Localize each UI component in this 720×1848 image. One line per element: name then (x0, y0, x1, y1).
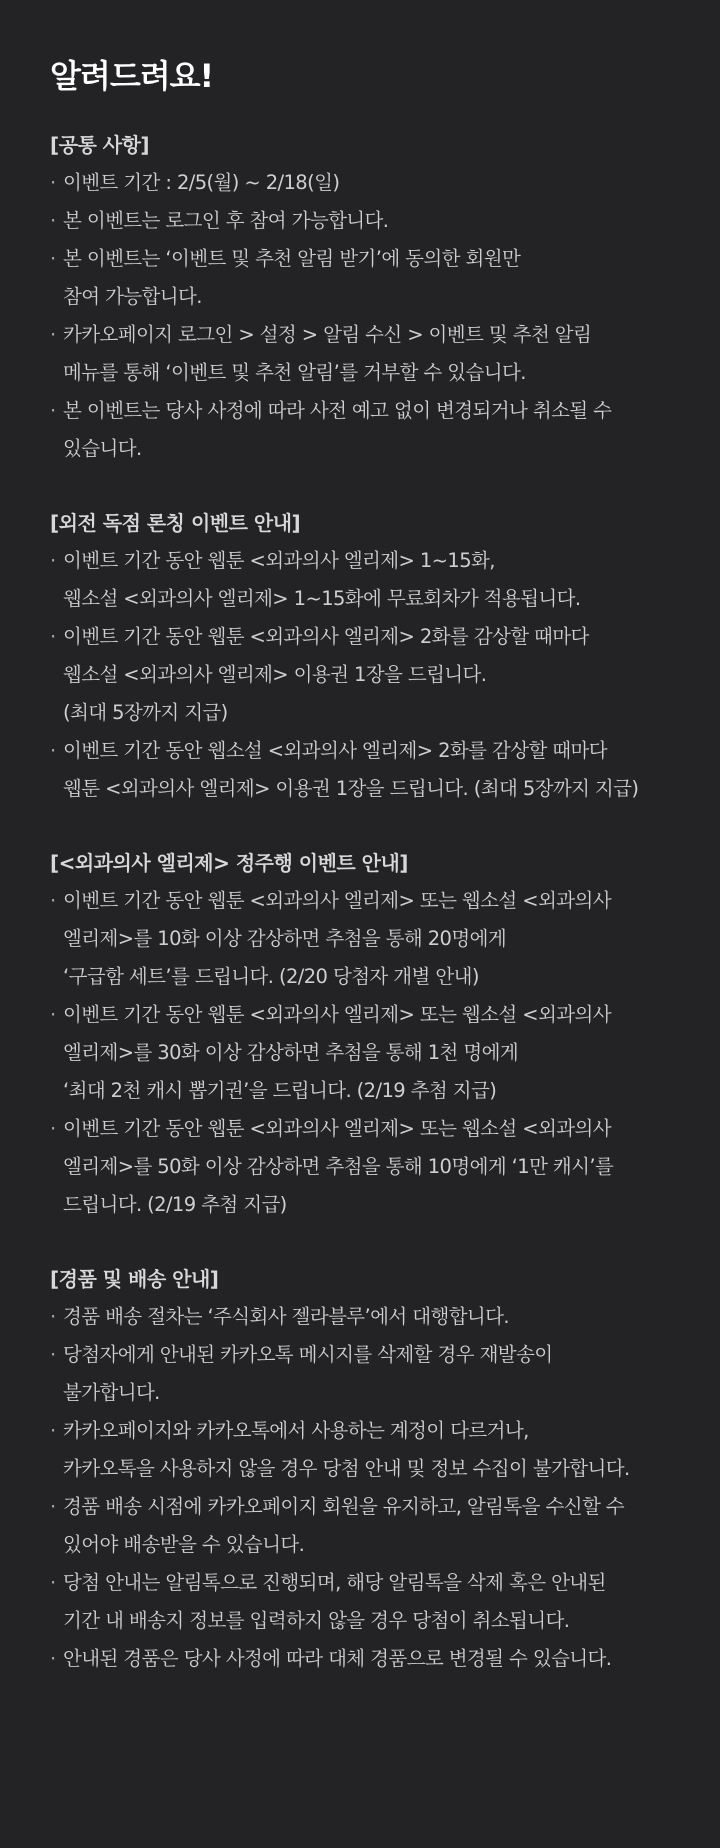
bullet-icon: · (50, 171, 56, 194)
bullet-icon: · (50, 739, 56, 762)
bullet-icon: · (50, 1495, 56, 1518)
notice-item (50, 1488, 680, 1564)
bullet-icon: · (50, 323, 56, 346)
notice-list (50, 1298, 680, 1678)
notice-item (50, 1640, 680, 1678)
notice-item (50, 202, 680, 240)
notice-section (50, 844, 680, 1224)
notice-item (50, 392, 680, 468)
notice-item-line: 이벤트 기간 : 2/5(월) ~ 2/18(일) (63, 171, 340, 194)
bullet-icon: · (50, 889, 56, 912)
notice-list (50, 542, 680, 808)
notice-item (50, 1298, 680, 1336)
notice-item-line: 이벤트 기간 동안 웹툰 <외과의사 엘리제> 1~15화, (63, 549, 495, 572)
notice-item-line: 엘리제>를 30화 이상 감상하면 추첨을 통해 1천 명에게 (63, 1041, 519, 1064)
notice-item-line: 웹소설 <외과의사 엘리제> 이용권 1장을 드립니다. (63, 663, 487, 686)
notice-item (50, 1412, 680, 1488)
notice-item-line: 이벤트 기간 동안 웹툰 <외과의사 엘리제> 또는 웹소설 <외과의사 (63, 1003, 611, 1026)
notice-item (50, 1336, 680, 1412)
notice-item-line: 본 이벤트는 ‘이벤트 및 추천 알림 받기’에 동의한 회원만 (63, 247, 521, 270)
bullet-icon: · (50, 549, 56, 572)
bullet-icon: · (50, 247, 56, 270)
notice-item-line: 웹툰 <외과의사 엘리제> 이용권 1장을 드립니다. (최대 5장까지 지급) (63, 777, 639, 800)
notice-item-line: 이벤트 기간 동안 웹툰 <외과의사 엘리제> 또는 웹소설 <외과의사 (63, 889, 611, 912)
bullet-icon: · (50, 625, 56, 648)
notice-item-line: ‘구급함 세트’를 드립니다. (2/20 당첨자 개별 안내) (63, 965, 479, 988)
notice-item-line: 경품 배송 시점에 카카오페이지 회원을 유지하고, 알림톡을 수신할 수 (63, 1495, 625, 1518)
notice-item-line: 드립니다. (2/19 추첨 지급) (63, 1193, 287, 1216)
notice-item-line: 엘리제>를 50화 이상 감상하면 추첨을 통해 10명에게 ‘1만 캐시’를 (63, 1155, 614, 1178)
notice-item-line: 이벤트 기간 동안 웹툰 <외과의사 엘리제> 또는 웹소설 <외과의사 (63, 1117, 611, 1140)
section-heading: [경품 및 배송 안내] (50, 1267, 219, 1291)
notice-item-line: 안내된 경품은 당사 사정에 따라 대체 경품으로 변경될 수 있습니다. (63, 1647, 612, 1670)
notice-item-line: 참여 가능합니다. (63, 285, 202, 308)
notice-item-line: 본 이벤트는 로그인 후 참여 가능합니다. (63, 209, 389, 232)
notice-section (50, 1260, 680, 1678)
notice-item (50, 164, 680, 202)
notice-item-line: 있습니다. (63, 437, 142, 460)
bullet-icon: · (50, 209, 56, 232)
notice-item (50, 618, 680, 732)
bullet-icon: · (50, 1343, 56, 1366)
bullet-icon: · (50, 1003, 56, 1026)
notice-item-line: 웹소설 <외과의사 엘리제> 1~15화에 무료회차가 적용됩니다. (63, 587, 581, 610)
notice-item-line: ‘최대 2천 캐시 뽑기권’을 드립니다. (2/19 추첨 지급) (63, 1079, 497, 1102)
notice-item-line: 기간 내 배송지 정보를 입력하지 않을 경우 당첨이 취소됩니다. (63, 1609, 570, 1632)
notice-item (50, 996, 680, 1110)
notice-item-line: (최대 5장까지 지급) (63, 701, 228, 724)
notice-item (50, 1564, 680, 1640)
notice-title: 알려드려요! (50, 57, 214, 95)
notice-item-line: 본 이벤트는 당사 사정에 따라 사전 예고 없이 변경되거나 취소될 수 (63, 399, 612, 422)
notice-item-line: 카카오페이지와 카카오톡에서 사용하는 계정이 다르거나, (63, 1419, 529, 1442)
section-heading: [외전 독점 론칭 이벤트 안내] (50, 511, 301, 535)
notice-section (50, 126, 680, 468)
notice-item-line: 카카오톡을 사용하지 않을 경우 당첨 안내 및 정보 수집이 불가합니다. (63, 1457, 630, 1480)
notice-item (50, 732, 680, 808)
notice-sections (50, 126, 680, 1678)
notice-item-line: 있어야 배송받을 수 있습니다. (63, 1533, 305, 1556)
notice-item (50, 316, 680, 392)
notice-item (50, 542, 680, 618)
notice-section (50, 504, 680, 808)
notice-item (50, 882, 680, 996)
notice-item-line: 이벤트 기간 동안 웹툰 <외과의사 엘리제> 2화를 감상할 때마다 (63, 625, 589, 648)
notice-item-line: 당첨자에게 안내된 카카오톡 메시지를 삭제할 경우 재발송이 (63, 1343, 553, 1366)
notice-list (50, 882, 680, 1224)
notice-item-line: 경품 배송 절차는 ‘주식회사 젤라블루’에서 대행합니다. (63, 1305, 510, 1328)
bullet-icon: · (50, 1647, 56, 1670)
notice-item (50, 1110, 680, 1224)
notice-item-line: 이벤트 기간 동안 웹소설 <외과의사 엘리제> 2화를 감상할 때마다 (63, 739, 607, 762)
notice-item-line: 엘리제>를 10화 이상 감상하면 추첨을 통해 20명에게 (63, 927, 507, 950)
section-heading: [공통 사항] (50, 133, 150, 157)
notice-item-line: 메뉴를 통해 ‘이벤트 및 추천 알림’를 거부할 수 있습니다. (63, 361, 526, 384)
notice-item-line: 불가합니다. (63, 1381, 160, 1404)
notice-item-line: 카카오페이지 로그인 > 설정 > 알림 수신 > 이벤트 및 추천 알림 (63, 323, 592, 346)
notice-list (50, 164, 680, 468)
bullet-icon: · (50, 1419, 56, 1442)
bullet-icon: · (50, 1305, 56, 1328)
bullet-icon: · (50, 1571, 56, 1594)
notice-item-line: 당첨 안내는 알림톡으로 진행되며, 해당 알림톡을 삭제 혹은 안내된 (63, 1571, 606, 1594)
section-heading: [<외과의사 엘리제> 정주행 이벤트 안내] (50, 851, 408, 875)
bullet-icon: · (50, 399, 56, 422)
notice-item (50, 240, 680, 316)
bullet-icon: · (50, 1117, 56, 1140)
